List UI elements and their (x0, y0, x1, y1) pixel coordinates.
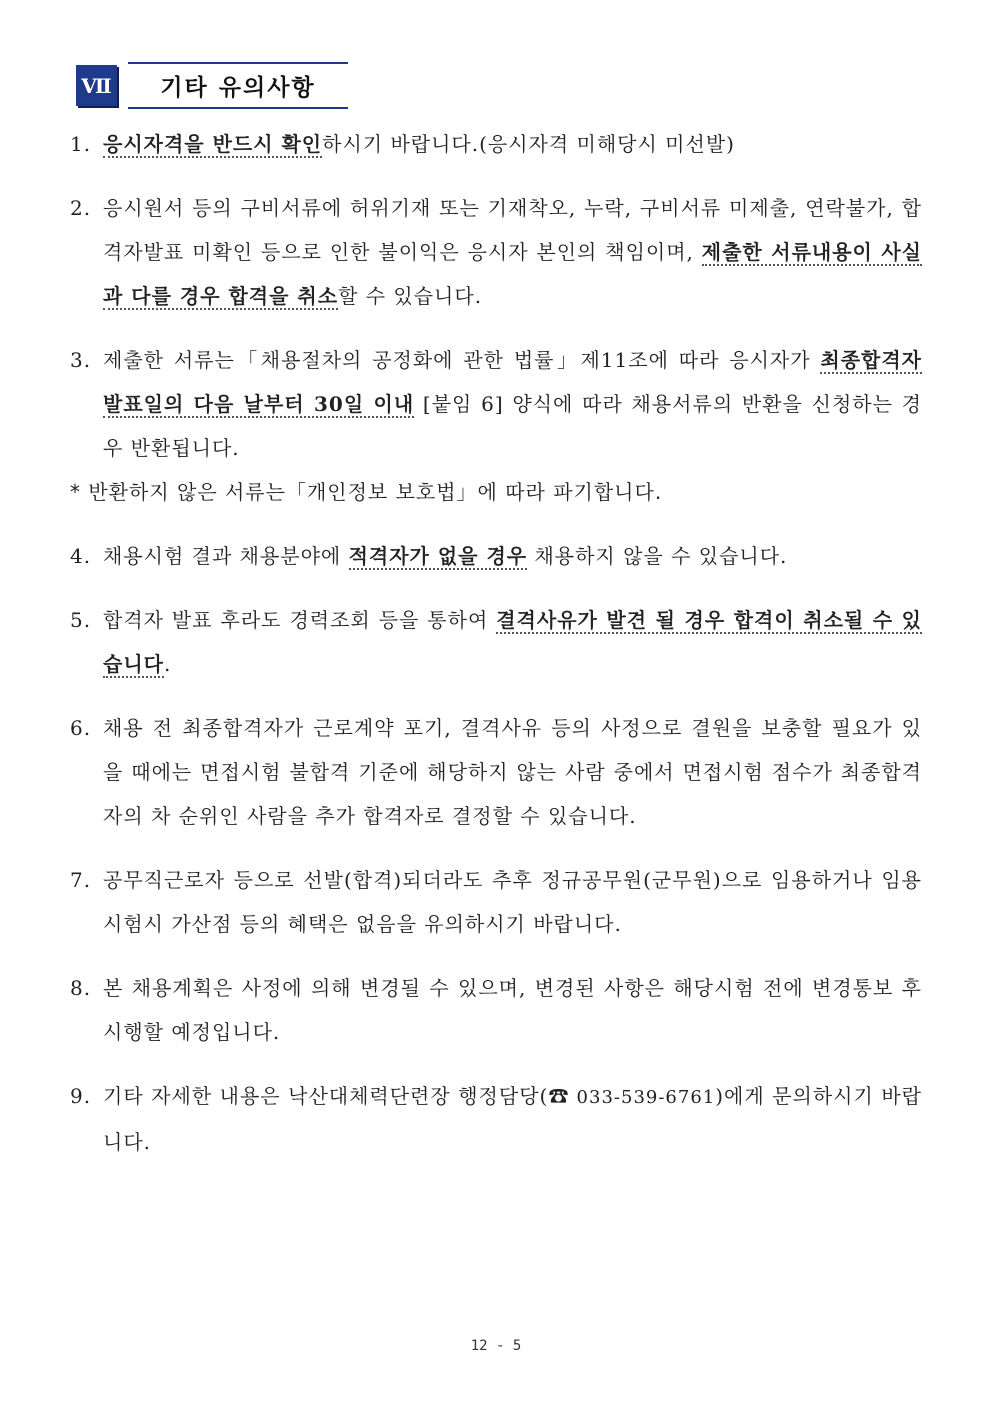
notice-list (70, 122, 922, 1184)
list-item (70, 186, 922, 318)
item-text: 채용 전 최종합격자가 근로계약 포기, 결격사유 등의 사정으로 결원을 보충할 필요가 있을 때에는 면접시험 불합격 기준에 해당하지 않는 사람 중에서 면접시험 점수가 최종합격자의 차 순위인 사람을 추가 합격자로 결정할 수 있습니다. (103, 716, 922, 828)
item-number: 7. (70, 868, 92, 892)
item-number: 1. (70, 132, 92, 156)
item-text: 합격자 발표 후라도 경력조회 등을 통하여 (103, 608, 497, 632)
item-number: 9. (70, 1084, 92, 1108)
item-text: [붙임 6] 양식에 따라 채용서류의 반환을 신청하는 경우 반환됩니다. (103, 392, 922, 460)
item-number: 3. (70, 348, 92, 372)
section-title: 기타 유의사항 (128, 62, 348, 109)
item-text: 공무직근로자 등으로 선발(합격)되더라도 추후 정규공무원(군무원)으로 임용하거나 임용시험시 가산점 등의 혜택은 없음을 유의하시기 바랍니다. (103, 868, 922, 936)
phone-number: 033-539-6761 (569, 1087, 716, 1108)
item-text: 하시기 바랍니다.(응시자격 미해당시 미선발) (322, 132, 735, 156)
item-text: 할 수 있습니다. (338, 284, 483, 308)
list-item (70, 1074, 922, 1164)
item-number: 2. (70, 196, 92, 220)
item-text: . (163, 652, 172, 676)
list-item (70, 706, 922, 838)
item-number: 8. (70, 976, 92, 1000)
item-text: 제출한 서류는「채용절차의 공정화에 관한 법률」제11조에 따라 응시자가 (103, 348, 821, 372)
item-text: 기타 자세한 내용은 낙산대체력단련장 행정담당( (103, 1084, 549, 1108)
section-number-badge: Ⅶ (76, 65, 117, 106)
item-text: 본 채용계획은 사정에 의해 변경될 수 있으며, 변경된 사항은 해당시험 전에 변경통보 후 시행할 예정입니다. (103, 976, 922, 1044)
item-number: 5. (70, 608, 92, 632)
emphasis-text: 적격자가 없을 경우 (348, 544, 528, 568)
footnote: * 반환하지 않은 서류는「개인정보 보호법」에 따라 파기합니다. (70, 480, 663, 504)
emphasis-text: 응시자격을 반드시 확인 (103, 132, 323, 156)
list-item (70, 966, 922, 1054)
emphasis-text: 제출한 서류내용이 사실과 다를 경우 합격을 취소 (103, 240, 922, 308)
item-text: )에게 문의하시기 바랍니다. (103, 1084, 922, 1154)
emphasis-text: 최종합격자 발표일의 다음 날부터 30일 이내 (103, 348, 922, 416)
phone-icon: ☎ (548, 1084, 570, 1108)
emphasis-text: 결격사유가 발견 될 경우 합격이 취소될 수 있습니다 (103, 608, 922, 676)
item-text: 응시원서 등의 구비서류에 허위기재 또는 기재착오, 누락, 구비서류 미제출, 연락불가, 합격자발표 미확인 등으로 인한 불이익은 응시자 본인의 책임이며, (103, 196, 922, 264)
list-item (70, 858, 922, 946)
list-item (70, 122, 922, 166)
item-number: 6. (70, 716, 92, 740)
item-text: 채용시험 결과 채용분야에 (103, 544, 349, 568)
item-number: 4. (70, 544, 92, 568)
list-item (70, 534, 922, 578)
page-number: 12 - 5 (470, 1338, 522, 1354)
list-item (70, 598, 922, 686)
list-item (70, 338, 922, 514)
item-text: 채용하지 않을 수 있습니다. (527, 544, 788, 568)
